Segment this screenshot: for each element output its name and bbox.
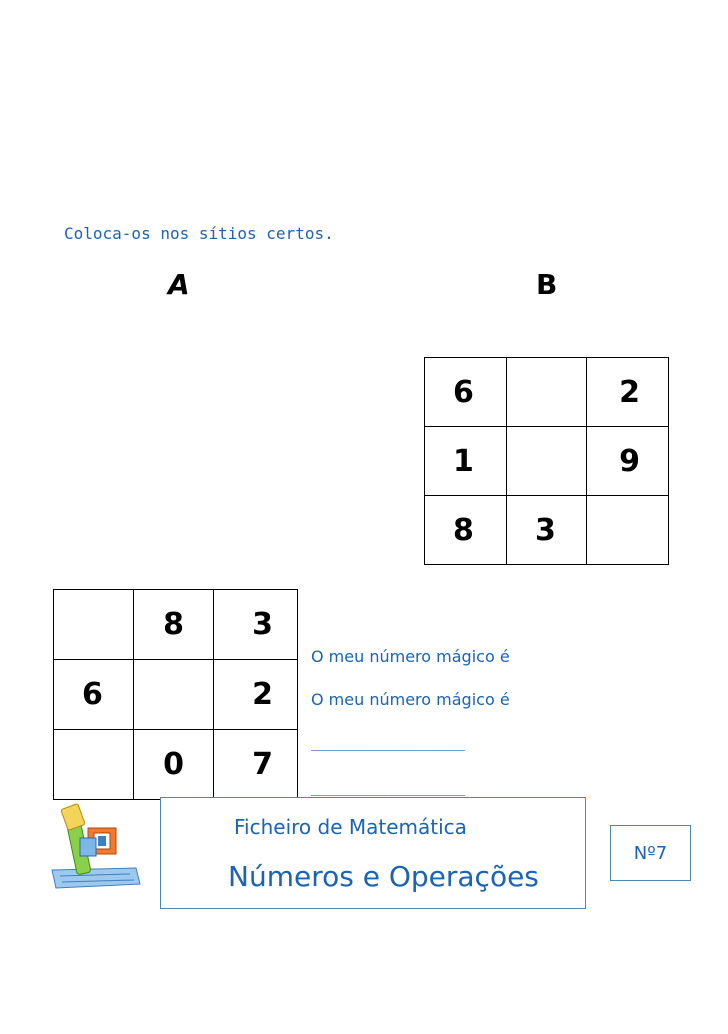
magic-square-a	[53, 589, 298, 800]
grid-cell[interactable]: 6	[54, 660, 134, 730]
grid-cell[interactable]: 1	[425, 427, 507, 496]
grid-cell[interactable]	[507, 358, 587, 427]
sheet-number-badge	[610, 825, 691, 881]
grid-cell[interactable]	[54, 590, 134, 660]
grid-cell[interactable]: 2	[214, 660, 298, 730]
table-row	[425, 358, 669, 427]
magic-number-prompt: O meu número mágico é	[311, 647, 510, 666]
answer-line[interactable]: ________________	[311, 777, 466, 796]
grid-cell[interactable]	[587, 496, 669, 565]
table-row	[54, 730, 298, 800]
table-row	[54, 660, 298, 730]
magic-square-b	[424, 357, 669, 565]
grid-cell[interactable]: 6	[425, 358, 507, 427]
grid-cell[interactable]: 3	[214, 590, 298, 660]
label-b: B	[536, 268, 558, 301]
grid-cell[interactable]: 3	[507, 496, 587, 565]
answer-line[interactable]: ________________	[311, 732, 466, 751]
footer-subtitle: Ficheiro de Matemática	[234, 815, 467, 839]
grid-cell[interactable]: 9	[587, 427, 669, 496]
grid-cell[interactable]	[54, 730, 134, 800]
grid-cell[interactable]: 8	[134, 590, 214, 660]
label-a: A	[168, 268, 190, 301]
grid-cell[interactable]: 7	[214, 730, 298, 800]
grid-cell[interactable]: 0	[134, 730, 214, 800]
sheet-number: Nº7	[633, 842, 668, 864]
table-row	[425, 496, 669, 565]
grid-cell[interactable]	[134, 660, 214, 730]
grid-cell[interactable]: 2	[587, 358, 669, 427]
grid-cell[interactable]	[507, 427, 587, 496]
grid-cell[interactable]: 8	[425, 496, 507, 565]
instruction-text: Coloca-os nos sítios certos.	[64, 224, 334, 243]
table-row	[54, 590, 298, 660]
magic-number-prompt: O meu número mágico é	[311, 690, 510, 709]
table-row	[425, 427, 669, 496]
abc-blocks-icon	[50, 800, 142, 892]
footer-title: Números e Operações	[228, 860, 539, 893]
